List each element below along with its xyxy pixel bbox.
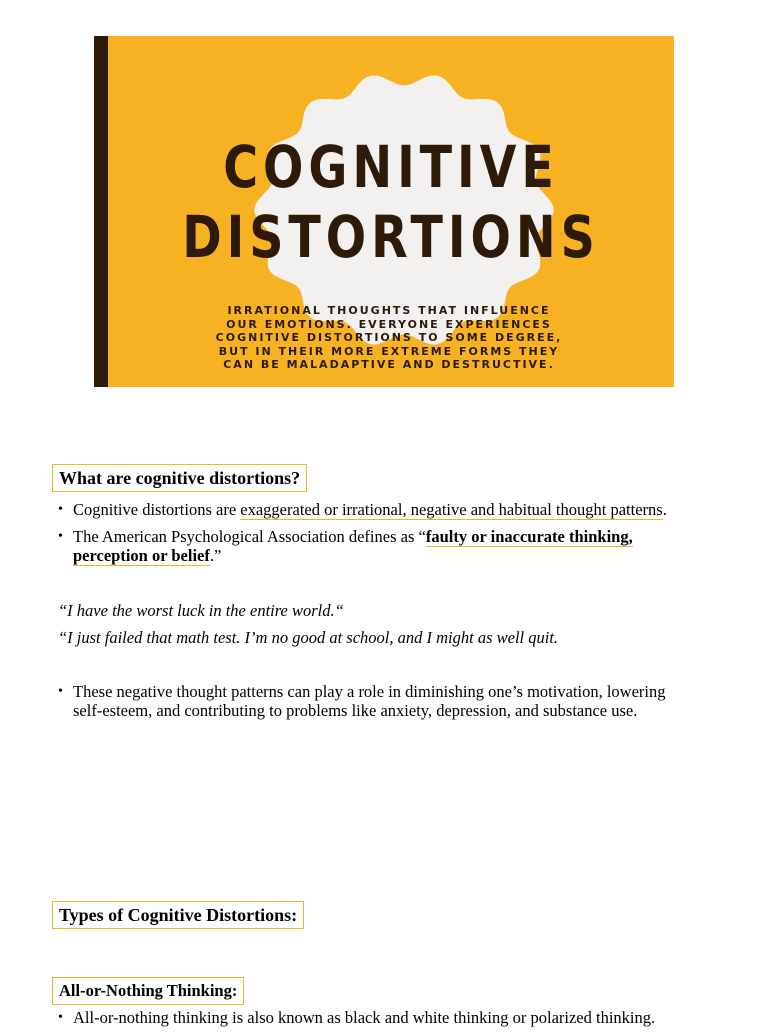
bullet-text: .” (209, 546, 222, 565)
bullet-text: These negative thought patterns can play a role in diminishing one’s motivation, lowering (73, 682, 666, 701)
bullet-icon: • (58, 502, 63, 517)
banner-subtitle-line: BUT IN THEIR MORE EXTREME FORMS THEY (218, 344, 560, 358)
banner-subtitle (204, 304, 574, 372)
bullet-text: The American Psychological Association defines as “ (73, 527, 426, 546)
example-quote: “I just failed that math test. I’m no good at school, and I might as well quit. (58, 628, 559, 647)
section-heading-what-are: What are cognitive distortions? (52, 464, 307, 492)
definition-list (58, 500, 718, 573)
banner-title-line2: DISTORTIONS (182, 203, 600, 271)
bullet-text: . (662, 500, 667, 519)
bullet-text: self-esteem, and contributing to problems like anxiety, depression, and substance use. (73, 701, 638, 720)
bullet-text: All-or-nothing thinking is also known as black and white thinking or polarized thinking. (73, 1008, 656, 1027)
all-or-nothing-list (58, 1008, 718, 1035)
bullet-text: Cognitive distortions are (73, 500, 241, 519)
list-item (58, 527, 718, 565)
list-item (58, 682, 718, 720)
list-item (58, 1008, 718, 1027)
section-heading-types: Types of Cognitive Distortions: (52, 901, 304, 929)
bullet-icon: • (58, 1010, 63, 1025)
example-quote: “I have the worst luck in the entire world.“ (58, 601, 344, 620)
banner-accent-bar (94, 36, 108, 387)
highlighted-bold-phrase: faulty or inaccurate thinking, (425, 527, 633, 546)
bullet-icon: • (58, 684, 63, 699)
bullet-icon: • (58, 529, 63, 544)
list-item (58, 500, 718, 519)
highlighted-bold-phrase: perception or belief (73, 546, 210, 565)
effects-list (58, 682, 718, 728)
title-banner (94, 36, 674, 387)
subheading-all-or-nothing: All-or-Nothing Thinking: (52, 977, 244, 1005)
banner-title-line1: COGNITIVE (223, 133, 559, 201)
banner-subtitle-line: CAN BE MALADAPTIVE AND DESTRUCTIVE. (223, 358, 555, 371)
banner-subtitle-line: IRRATIONAL THOUGHTS THAT INFLUENCE (227, 304, 551, 317)
highlighted-phrase: exaggerated or irrational, negative and habitual thought patterns (240, 500, 663, 519)
banner-subtitle-line: COGNITIVE DISTORTIONS TO SOME DEGREE, (215, 331, 563, 344)
banner-subtitle-line: OUR EMOTIONS. EVERYONE EXPERIENCES (226, 317, 552, 331)
